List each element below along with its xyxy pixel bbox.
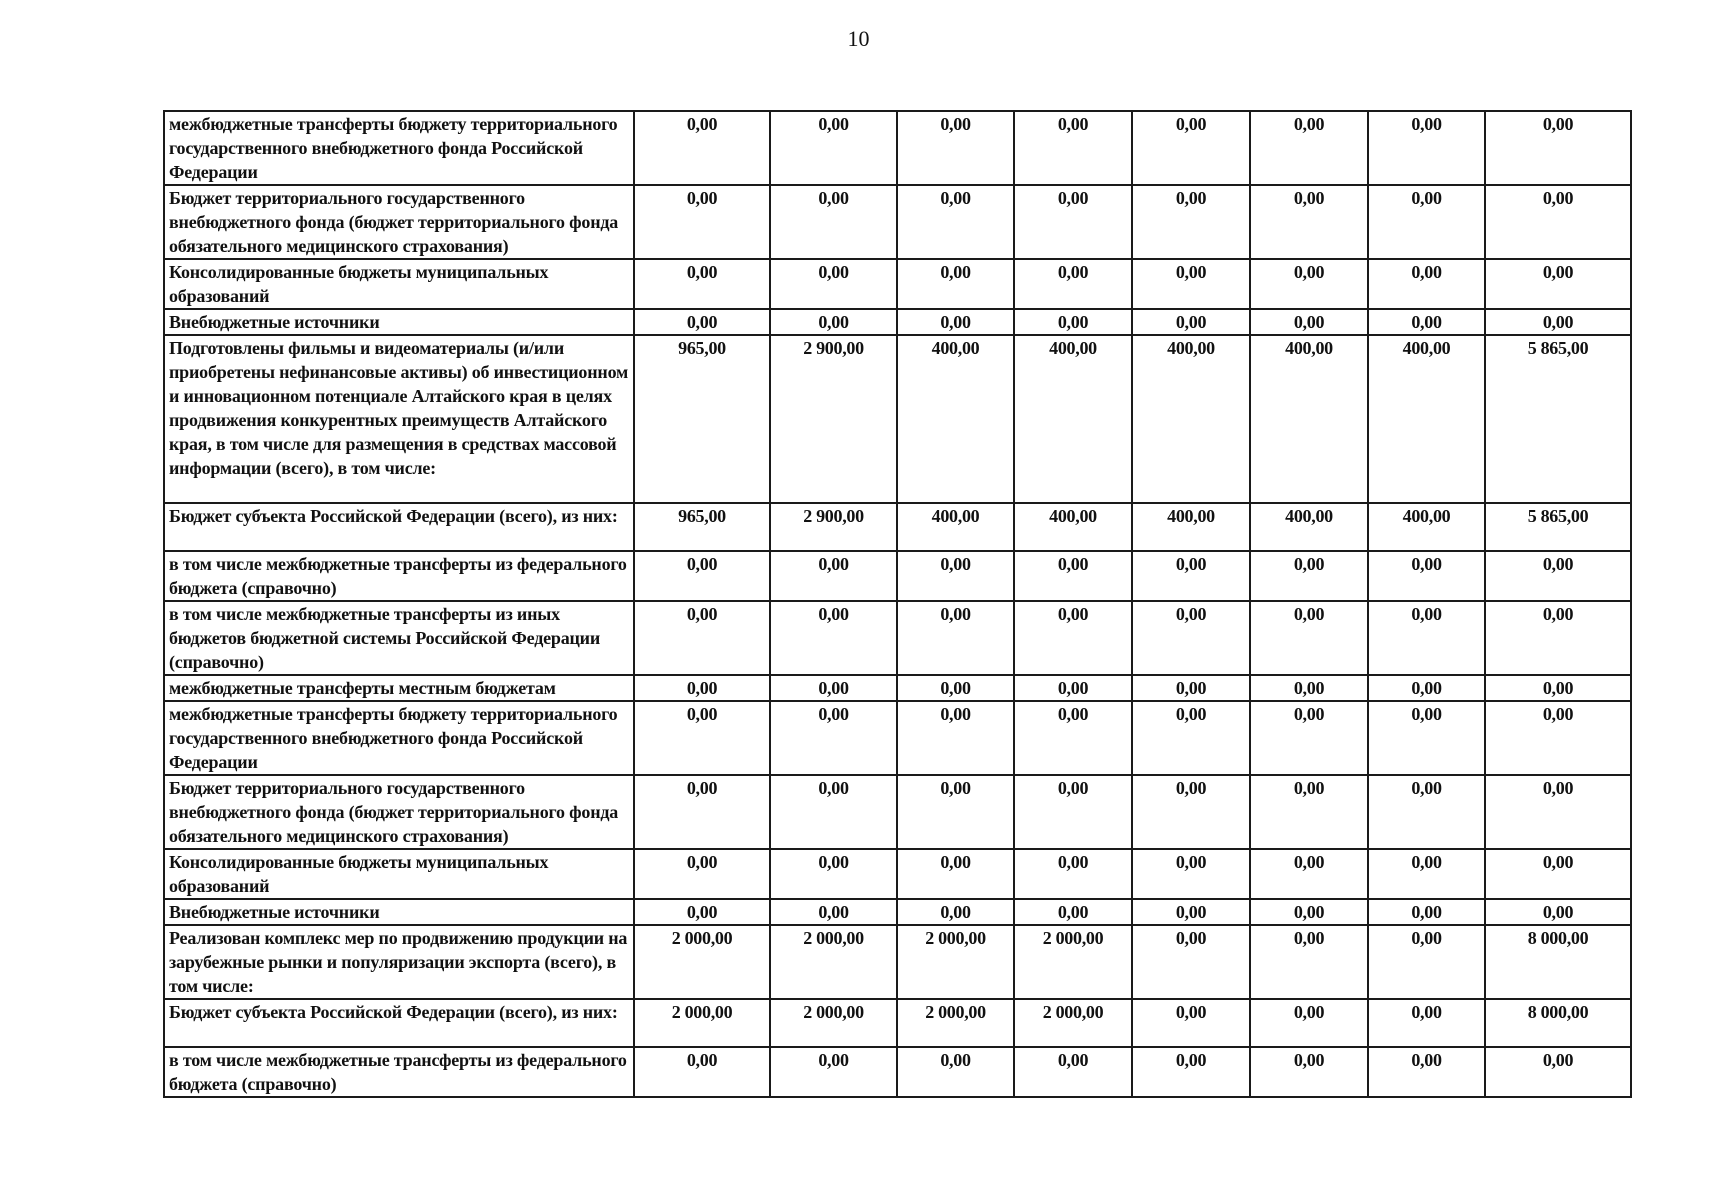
value-cell: 0,00: [634, 111, 770, 185]
value-cell: 2 000,00: [1014, 925, 1132, 999]
value-cell: 0,00: [1368, 701, 1485, 775]
table-row: [164, 601, 1631, 675]
value-cell: 400,00: [1132, 335, 1250, 503]
value-cell: 0,00: [1014, 849, 1132, 899]
value-cell: 0,00: [897, 675, 1014, 701]
value-cell: 0,00: [1368, 1047, 1485, 1097]
value-cell: 0,00: [1485, 1047, 1631, 1097]
row-label: межбюджетные трансферты бюджету территориального государственного внебюджетного фонда Российской Федерации: [164, 701, 634, 775]
table-row: [164, 701, 1631, 775]
value-cell: 0,00: [897, 1047, 1014, 1097]
value-cell: 400,00: [1250, 335, 1368, 503]
value-cell: 0,00: [1368, 999, 1485, 1047]
value-cell: 0,00: [634, 1047, 770, 1097]
row-label: Бюджет территориального государственного внебюджетного фонда (бюджет территориального фонда обязательного медицинского страхования): [164, 775, 634, 849]
value-cell: 8 000,00: [1485, 999, 1631, 1047]
value-cell: 0,00: [1368, 259, 1485, 309]
value-cell: 0,00: [1250, 701, 1368, 775]
value-cell: 0,00: [1132, 259, 1250, 309]
value-cell: 0,00: [770, 849, 897, 899]
value-cell: 0,00: [1014, 551, 1132, 601]
row-label: в том числе межбюджетные трансферты из федерального бюджета (справочно): [164, 551, 634, 601]
budget-table-body: [164, 111, 1631, 1097]
value-cell: 400,00: [1014, 503, 1132, 551]
row-label: Подготовлены фильмы и видеоматериалы (и/или приобретены нефинансовые активы) об инвестиционном и инновационном потенциале Алтайского края в целях продвижения конкурентных преимуществ Алтайского края, в том числе для размещения в средствах массовой информации (всего), в том числе:: [164, 335, 634, 503]
value-cell: 0,00: [897, 701, 1014, 775]
value-cell: 0,00: [897, 309, 1014, 335]
value-cell: 2 000,00: [770, 999, 897, 1047]
value-cell: 0,00: [1368, 551, 1485, 601]
value-cell: 0,00: [1132, 899, 1250, 925]
value-cell: 0,00: [634, 551, 770, 601]
value-cell: 0,00: [897, 185, 1014, 259]
table-row: [164, 999, 1631, 1047]
value-cell: 0,00: [897, 551, 1014, 601]
value-cell: 0,00: [634, 309, 770, 335]
row-label: Консолидированные бюджеты муниципальных образований: [164, 259, 634, 309]
table-row: [164, 185, 1631, 259]
value-cell: 0,00: [770, 111, 897, 185]
value-cell: 0,00: [634, 849, 770, 899]
value-cell: 8 000,00: [1485, 925, 1631, 999]
value-cell: 0,00: [770, 309, 897, 335]
value-cell: 0,00: [1014, 185, 1132, 259]
value-cell: 400,00: [1250, 503, 1368, 551]
value-cell: 2 000,00: [897, 999, 1014, 1047]
value-cell: 0,00: [1014, 601, 1132, 675]
table-row: [164, 1047, 1631, 1097]
value-cell: 0,00: [1368, 185, 1485, 259]
value-cell: 0,00: [1485, 675, 1631, 701]
value-cell: 0,00: [1368, 925, 1485, 999]
value-cell: 0,00: [1250, 1047, 1368, 1097]
row-label: в том числе межбюджетные трансферты из иных бюджетов бюджетной системы Российской Федерации (справочно): [164, 601, 634, 675]
value-cell: 0,00: [1014, 1047, 1132, 1097]
row-label: в том числе межбюджетные трансферты из федерального бюджета (справочно): [164, 1047, 634, 1097]
value-cell: 0,00: [1485, 551, 1631, 601]
row-label: Бюджет субъекта Российской Федерации (всего), из них:: [164, 999, 634, 1047]
value-cell: 0,00: [897, 899, 1014, 925]
table-row: [164, 775, 1631, 849]
value-cell: 0,00: [634, 259, 770, 309]
value-cell: 0,00: [770, 701, 897, 775]
value-cell: 0,00: [634, 899, 770, 925]
value-cell: 400,00: [1368, 503, 1485, 551]
value-cell: 0,00: [1368, 849, 1485, 899]
value-cell: 2 000,00: [1014, 999, 1132, 1047]
value-cell: 0,00: [1132, 925, 1250, 999]
value-cell: 0,00: [1368, 111, 1485, 185]
value-cell: 2 900,00: [770, 335, 897, 503]
table-row: [164, 309, 1631, 335]
table-row: [164, 675, 1631, 701]
value-cell: 0,00: [1250, 309, 1368, 335]
value-cell: 0,00: [1132, 999, 1250, 1047]
row-label: межбюджетные трансферты местным бюджетам: [164, 675, 634, 701]
value-cell: 0,00: [1485, 601, 1631, 675]
value-cell: 5 865,00: [1485, 503, 1631, 551]
value-cell: 0,00: [1250, 551, 1368, 601]
value-cell: 0,00: [1132, 601, 1250, 675]
value-cell: 0,00: [897, 601, 1014, 675]
value-cell: 0,00: [1368, 675, 1485, 701]
value-cell: 0,00: [1132, 111, 1250, 185]
value-cell: 0,00: [897, 259, 1014, 309]
value-cell: 0,00: [1132, 675, 1250, 701]
value-cell: 0,00: [1368, 309, 1485, 335]
value-cell: 0,00: [770, 675, 897, 701]
value-cell: 965,00: [634, 335, 770, 503]
value-cell: 2 000,00: [634, 999, 770, 1047]
value-cell: 0,00: [1485, 849, 1631, 899]
value-cell: 400,00: [1368, 335, 1485, 503]
row-label: Консолидированные бюджеты муниципальных образований: [164, 849, 634, 899]
table-row: [164, 111, 1631, 185]
value-cell: 0,00: [770, 1047, 897, 1097]
value-cell: 0,00: [634, 675, 770, 701]
page-number: 10: [847, 26, 870, 51]
value-cell: 0,00: [634, 775, 770, 849]
value-cell: 0,00: [770, 899, 897, 925]
row-label: Внебюджетные источники: [164, 899, 634, 925]
value-cell: 0,00: [1250, 601, 1368, 675]
table-row: [164, 259, 1631, 309]
value-cell: 400,00: [897, 503, 1014, 551]
value-cell: 2 900,00: [770, 503, 897, 551]
value-cell: 0,00: [1250, 185, 1368, 259]
table-row: [164, 335, 1631, 503]
value-cell: 0,00: [1485, 701, 1631, 775]
table-row: [164, 925, 1631, 999]
value-cell: 0,00: [1250, 999, 1368, 1047]
value-cell: 0,00: [1250, 675, 1368, 701]
value-cell: 2 000,00: [770, 925, 897, 999]
value-cell: 0,00: [1250, 259, 1368, 309]
row-label: межбюджетные трансферты бюджету территориального государственного внебюджетного фонда Российской Федерации: [164, 111, 634, 185]
value-cell: 0,00: [1250, 899, 1368, 925]
row-label: Бюджет территориального государственного внебюджетного фонда (бюджет территориального фонда обязательного медицинского страхования): [164, 185, 634, 259]
value-cell: 0,00: [1014, 309, 1132, 335]
row-label: Внебюджетные источники: [164, 309, 634, 335]
value-cell: 0,00: [770, 775, 897, 849]
row-label: Бюджет субъекта Российской Федерации (всего), из них:: [164, 503, 634, 551]
table-row: [164, 849, 1631, 899]
table-row: [164, 503, 1631, 551]
value-cell: 2 000,00: [897, 925, 1014, 999]
value-cell: 0,00: [1014, 259, 1132, 309]
value-cell: 0,00: [770, 185, 897, 259]
value-cell: 0,00: [1485, 309, 1631, 335]
value-cell: 0,00: [1014, 111, 1132, 185]
value-cell: 400,00: [1132, 503, 1250, 551]
value-cell: 400,00: [1014, 335, 1132, 503]
budget-table: [163, 110, 1632, 1098]
value-cell: 0,00: [1250, 775, 1368, 849]
value-cell: 0,00: [897, 111, 1014, 185]
value-cell: 0,00: [1485, 185, 1631, 259]
value-cell: 0,00: [1014, 775, 1132, 849]
value-cell: 0,00: [770, 551, 897, 601]
value-cell: 0,00: [897, 849, 1014, 899]
value-cell: 0,00: [1132, 849, 1250, 899]
value-cell: 0,00: [1250, 849, 1368, 899]
value-cell: 0,00: [1132, 185, 1250, 259]
table-row: [164, 551, 1631, 601]
value-cell: 0,00: [770, 259, 897, 309]
value-cell: 2 000,00: [634, 925, 770, 999]
value-cell: 0,00: [1250, 925, 1368, 999]
value-cell: 0,00: [1368, 601, 1485, 675]
value-cell: 0,00: [897, 775, 1014, 849]
value-cell: 0,00: [1132, 1047, 1250, 1097]
value-cell: 400,00: [897, 335, 1014, 503]
value-cell: 0,00: [770, 601, 897, 675]
value-cell: 0,00: [1485, 111, 1631, 185]
value-cell: 0,00: [1250, 111, 1368, 185]
value-cell: 0,00: [1368, 899, 1485, 925]
value-cell: 0,00: [1485, 899, 1631, 925]
value-cell: 0,00: [1368, 775, 1485, 849]
value-cell: 0,00: [1132, 551, 1250, 601]
value-cell: 0,00: [1014, 675, 1132, 701]
row-label: Реализован комплекс мер по продвижению продукции на зарубежные рынки и популяризации экспорта (всего), в том числе:: [164, 925, 634, 999]
value-cell: 5 865,00: [1485, 335, 1631, 503]
value-cell: 0,00: [1485, 775, 1631, 849]
table-row: [164, 899, 1631, 925]
value-cell: 0,00: [634, 185, 770, 259]
value-cell: 0,00: [1014, 899, 1132, 925]
value-cell: 0,00: [634, 701, 770, 775]
value-cell: 0,00: [1485, 259, 1631, 309]
value-cell: 0,00: [1132, 775, 1250, 849]
value-cell: 0,00: [1132, 309, 1250, 335]
value-cell: 965,00: [634, 503, 770, 551]
value-cell: 0,00: [1014, 701, 1132, 775]
value-cell: 0,00: [1132, 701, 1250, 775]
value-cell: 0,00: [634, 601, 770, 675]
